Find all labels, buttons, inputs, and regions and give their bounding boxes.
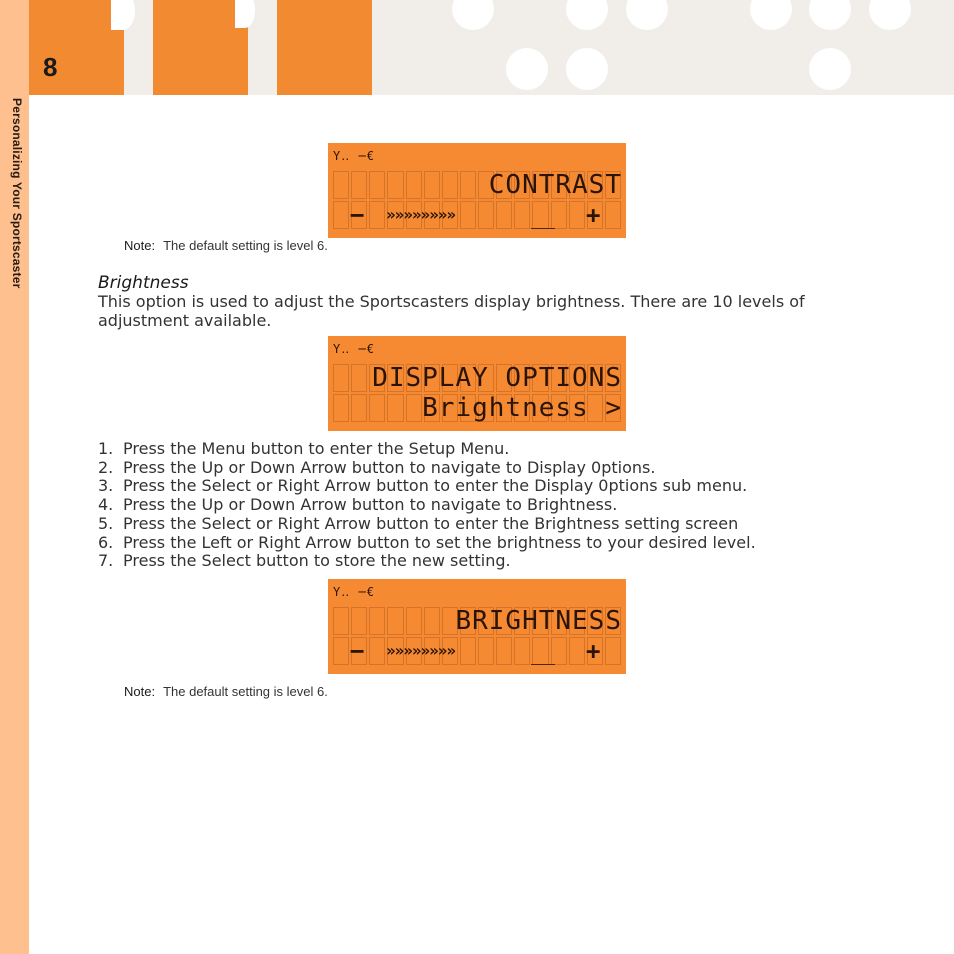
steps-list: [98, 440, 756, 571]
antenna-signal-icon: Y‥: [333, 342, 351, 356]
decor-dot: [566, 48, 608, 90]
lcd-brightness: [328, 579, 626, 674]
lcd-contrast: [328, 143, 626, 238]
list-item: 3. Press the Select or Right Arrow button to enter the Display 0ptions sub menu.: [98, 476, 748, 496]
lcd-level-empty: __: [531, 205, 556, 229]
decor-dot: [452, 0, 494, 30]
lcd-line-brightness-menu: Brightness >: [422, 393, 622, 423]
lcd-level-empty: __: [531, 641, 556, 665]
lcd-status-icons: [333, 149, 375, 163]
decor-dot: [750, 0, 792, 30]
header-block-2: [153, 0, 248, 95]
note-text: The default setting is level 6.: [163, 684, 328, 699]
list-item: 5. Press the Select or Right Arrow button to enter the Brightness setting screen: [98, 513, 739, 533]
lcd-line-contrast: CONTRAST: [488, 170, 622, 200]
decor-dot: [809, 0, 851, 30]
page-number: 8: [43, 52, 58, 82]
lcd-level-bar: »»»»»»»»: [386, 205, 456, 224]
list-item: 4. Press the Up or Down Arrow button to navigate to Brightness.: [98, 495, 618, 515]
header-band: [29, 0, 954, 95]
plug-icon: ─€: [358, 585, 375, 599]
lcd-level-bar: »»»»»»»»: [386, 641, 456, 660]
decor-dot: [235, 0, 255, 28]
decor-dot: [626, 0, 668, 30]
side-title: Personalizing Your Sportscaster: [10, 98, 24, 289]
decor-dot: [506, 48, 548, 90]
decor-dot: [869, 0, 911, 30]
note-label: Note:: [124, 238, 156, 253]
antenna-signal-icon: Y‥: [333, 585, 351, 599]
lcd-row-grid: [332, 637, 622, 665]
section-paragraph: This option is used to adjust the Sportscasters display brightness. There are 10 levels of adjustment available.: [98, 292, 805, 330]
list-item: 7. Press the Select button to store the new setting.: [98, 551, 511, 571]
lcd-status-icons: [333, 585, 375, 599]
decor-dot: [566, 0, 608, 30]
lcd-line-display-options: DISPLAY OPTIONS: [372, 363, 622, 393]
lcd-display-options: [328, 336, 626, 431]
plug-icon: ─€: [358, 342, 375, 356]
note-brightness: [124, 684, 328, 699]
decor-dot: [809, 48, 851, 90]
header-block-3: [277, 0, 372, 95]
lcd-plus: +: [586, 201, 601, 229]
list-item: 6. Press the Left or Right Arrow button to set the brightness to your desired level.: [98, 532, 756, 552]
plug-icon: ─€: [358, 149, 375, 163]
note-text: The default setting is level 6.: [163, 238, 328, 253]
lcd-minus: −: [350, 201, 365, 229]
list-item: 1. Press the Menu button to enter the Setup Menu.: [98, 439, 510, 458]
section-heading: Brightness: [98, 273, 189, 293]
note-label: Note:: [124, 684, 156, 699]
lcd-line-brightness: BRIGHTNESS: [455, 606, 622, 636]
lcd-row-grid: [332, 201, 622, 229]
antenna-signal-icon: Y‥: [333, 149, 351, 163]
lcd-minus: −: [350, 637, 365, 665]
lcd-status-icons: [333, 342, 375, 356]
lcd-plus: +: [586, 637, 601, 665]
note-contrast: [124, 238, 328, 253]
list-item: 2. Press the Up or Down Arrow button to navigate to Display 0ptions.: [98, 457, 656, 477]
decor-dot: [111, 0, 135, 30]
